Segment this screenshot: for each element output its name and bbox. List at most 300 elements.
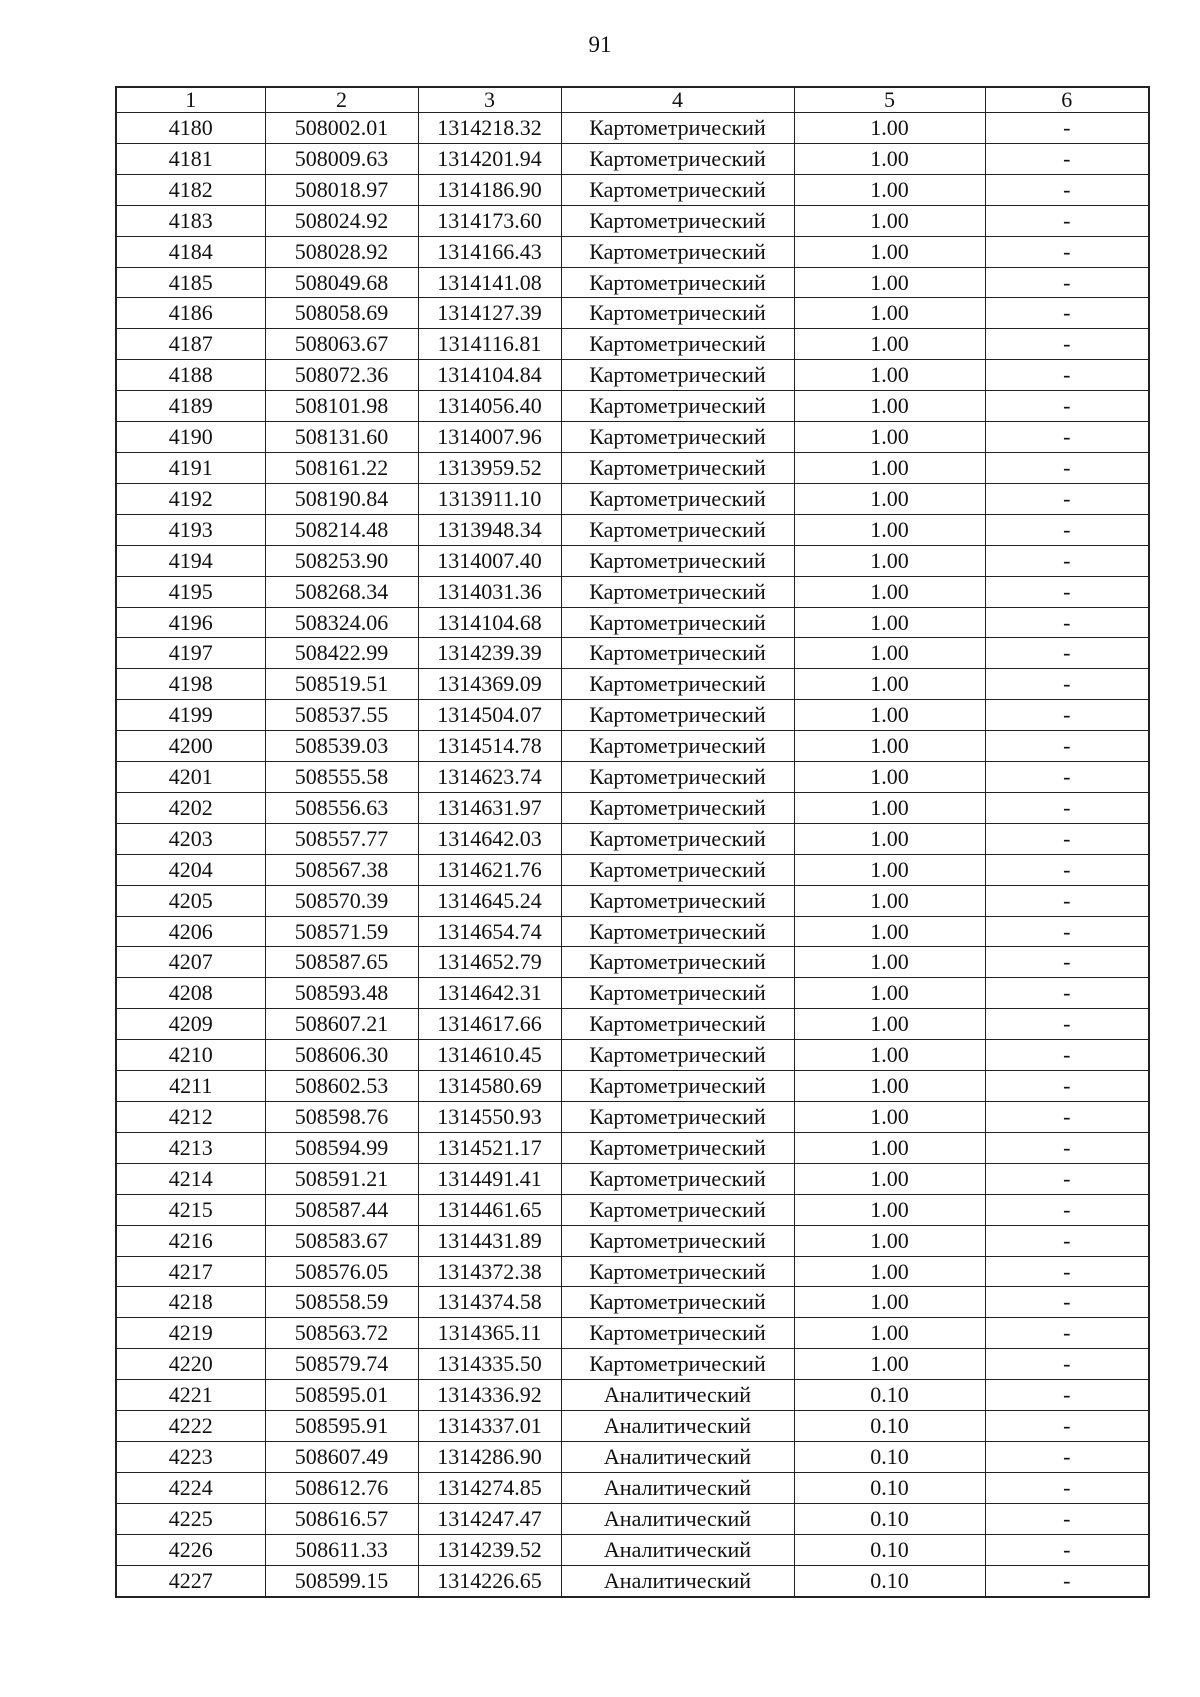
table-row	[116, 391, 1149, 422]
note-cell: -	[985, 545, 1149, 576]
x-coordinate-cell: 508607.49	[265, 1441, 418, 1472]
table-row	[116, 545, 1149, 576]
table-row	[116, 1503, 1149, 1534]
table-row	[116, 452, 1149, 483]
y-coordinate-cell: 1314550.93	[418, 1102, 561, 1133]
point-number-cell: 4216	[116, 1225, 265, 1256]
coordinates-table	[115, 86, 1150, 1598]
method-cell: Картометрический	[561, 174, 794, 205]
point-number-cell: 4180	[116, 113, 265, 144]
point-number-cell: 4215	[116, 1194, 265, 1225]
method-cell: Картометрический	[561, 298, 794, 329]
accuracy-cell: 0.10	[794, 1472, 985, 1503]
note-cell: -	[985, 1318, 1149, 1349]
table-row	[116, 700, 1149, 731]
accuracy-cell: 1.00	[794, 731, 985, 762]
x-coordinate-cell: 508028.92	[265, 236, 418, 267]
x-coordinate-cell: 508598.76	[265, 1102, 418, 1133]
table-row	[116, 1163, 1149, 1194]
point-number-cell: 4211	[116, 1071, 265, 1102]
y-coordinate-cell: 1314116.81	[418, 329, 561, 360]
x-coordinate-cell: 508607.21	[265, 1009, 418, 1040]
note-cell: -	[985, 947, 1149, 978]
point-number-cell: 4208	[116, 978, 265, 1009]
accuracy-cell: 1.00	[794, 329, 985, 360]
note-cell: -	[985, 1472, 1149, 1503]
method-cell: Картометрический	[561, 885, 794, 916]
x-coordinate-cell: 508058.69	[265, 298, 418, 329]
y-coordinate-cell: 1314337.01	[418, 1411, 561, 1442]
table-row	[116, 916, 1149, 947]
note-cell: -	[985, 1503, 1149, 1534]
y-coordinate-cell: 1314623.74	[418, 762, 561, 793]
accuracy-cell: 1.00	[794, 854, 985, 885]
method-cell: Картометрический	[561, 1287, 794, 1318]
x-coordinate-cell: 508583.67	[265, 1225, 418, 1256]
note-cell: -	[985, 205, 1149, 236]
method-cell: Картометрический	[561, 638, 794, 669]
y-coordinate-cell: 1314431.89	[418, 1225, 561, 1256]
method-cell: Аналитический	[561, 1472, 794, 1503]
point-number-cell: 4198	[116, 669, 265, 700]
accuracy-cell: 1.00	[794, 1287, 985, 1318]
note-cell: -	[985, 978, 1149, 1009]
accuracy-cell: 1.00	[794, 1040, 985, 1071]
y-coordinate-cell: 1314186.90	[418, 174, 561, 205]
accuracy-cell: 1.00	[794, 1163, 985, 1194]
y-coordinate-cell: 1313948.34	[418, 514, 561, 545]
y-coordinate-cell: 1314610.45	[418, 1040, 561, 1071]
table-row	[116, 205, 1149, 236]
table-row	[116, 298, 1149, 329]
table-body	[116, 113, 1149, 1597]
note-cell: -	[985, 607, 1149, 638]
note-cell: -	[985, 483, 1149, 514]
table-row	[116, 1040, 1149, 1071]
y-coordinate-cell: 1314239.52	[418, 1534, 561, 1565]
point-number-cell: 4197	[116, 638, 265, 669]
note-cell: -	[985, 391, 1149, 422]
x-coordinate-cell: 508556.63	[265, 792, 418, 823]
table-row	[116, 329, 1149, 360]
method-cell: Картометрический	[561, 1318, 794, 1349]
x-coordinate-cell: 508519.51	[265, 669, 418, 700]
y-coordinate-cell: 1314504.07	[418, 700, 561, 731]
x-coordinate-cell: 508539.03	[265, 731, 418, 762]
note-cell: -	[985, 916, 1149, 947]
point-number-cell: 4182	[116, 174, 265, 205]
note-cell: -	[985, 1565, 1149, 1596]
point-number-cell: 4220	[116, 1349, 265, 1380]
table-row	[116, 1472, 1149, 1503]
accuracy-cell: 1.00	[794, 236, 985, 267]
y-coordinate-cell: 1314056.40	[418, 391, 561, 422]
table-row	[116, 576, 1149, 607]
point-number-cell: 4189	[116, 391, 265, 422]
column-header: 4	[561, 87, 794, 113]
point-number-cell: 4222	[116, 1411, 265, 1442]
y-coordinate-cell: 1314173.60	[418, 205, 561, 236]
table-row	[116, 1132, 1149, 1163]
table-row	[116, 514, 1149, 545]
point-number-cell: 4227	[116, 1565, 265, 1596]
table-row	[116, 360, 1149, 391]
table-row	[116, 422, 1149, 453]
table-row	[116, 669, 1149, 700]
table-row	[116, 236, 1149, 267]
note-cell: -	[985, 1071, 1149, 1102]
point-number-cell: 4203	[116, 823, 265, 854]
accuracy-cell: 1.00	[794, 669, 985, 700]
method-cell: Картометрический	[561, 1071, 794, 1102]
note-cell: -	[985, 1132, 1149, 1163]
method-cell: Картометрический	[561, 1040, 794, 1071]
y-coordinate-cell: 1314372.38	[418, 1256, 561, 1287]
y-coordinate-cell: 1314218.32	[418, 113, 561, 144]
table-row	[116, 1009, 1149, 1040]
x-coordinate-cell: 508131.60	[265, 422, 418, 453]
point-number-cell: 4223	[116, 1441, 265, 1472]
point-number-cell: 4185	[116, 267, 265, 298]
point-number-cell: 4204	[116, 854, 265, 885]
x-coordinate-cell: 508606.30	[265, 1040, 418, 1071]
note-cell: -	[985, 823, 1149, 854]
x-coordinate-cell: 508422.99	[265, 638, 418, 669]
method-cell: Картометрический	[561, 391, 794, 422]
x-coordinate-cell: 508595.01	[265, 1380, 418, 1411]
point-number-cell: 4210	[116, 1040, 265, 1071]
accuracy-cell: 1.00	[794, 483, 985, 514]
x-coordinate-cell: 508253.90	[265, 545, 418, 576]
table-row	[116, 1256, 1149, 1287]
accuracy-cell: 1.00	[794, 762, 985, 793]
x-coordinate-cell: 508049.68	[265, 267, 418, 298]
x-coordinate-cell: 508612.76	[265, 1472, 418, 1503]
note-cell: -	[985, 422, 1149, 453]
table-row	[116, 1380, 1149, 1411]
method-cell: Аналитический	[561, 1380, 794, 1411]
point-number-cell: 4183	[116, 205, 265, 236]
accuracy-cell: 1.00	[794, 360, 985, 391]
point-number-cell: 4184	[116, 236, 265, 267]
accuracy-cell: 1.00	[794, 205, 985, 236]
accuracy-cell: 1.00	[794, 978, 985, 1009]
accuracy-cell: 1.00	[794, 638, 985, 669]
accuracy-cell: 1.00	[794, 576, 985, 607]
point-number-cell: 4192	[116, 483, 265, 514]
y-coordinate-cell: 1314141.08	[418, 267, 561, 298]
x-coordinate-cell: 508591.21	[265, 1163, 418, 1194]
accuracy-cell: 1.00	[794, 267, 985, 298]
y-coordinate-cell: 1314286.90	[418, 1441, 561, 1472]
y-coordinate-cell: 1314621.76	[418, 854, 561, 885]
method-cell: Картометрический	[561, 1009, 794, 1040]
method-cell: Картометрический	[561, 947, 794, 978]
x-coordinate-cell: 508587.44	[265, 1194, 418, 1225]
accuracy-cell: 1.00	[794, 823, 985, 854]
note-cell: -	[985, 700, 1149, 731]
page-number: 91	[588, 32, 612, 57]
note-cell: -	[985, 1441, 1149, 1472]
point-number-cell: 4200	[116, 731, 265, 762]
point-number-cell: 4202	[116, 792, 265, 823]
point-number-cell: 4186	[116, 298, 265, 329]
accuracy-cell: 1.00	[794, 545, 985, 576]
table-row	[116, 1194, 1149, 1225]
table-row	[116, 1411, 1149, 1442]
note-cell: -	[985, 1102, 1149, 1133]
x-coordinate-cell: 508214.48	[265, 514, 418, 545]
method-cell: Картометрический	[561, 267, 794, 298]
x-coordinate-cell: 508563.72	[265, 1318, 418, 1349]
y-coordinate-cell: 1314642.03	[418, 823, 561, 854]
note-cell: -	[985, 854, 1149, 885]
accuracy-cell: 0.10	[794, 1411, 985, 1442]
note-cell: -	[985, 762, 1149, 793]
y-coordinate-cell: 1314652.79	[418, 947, 561, 978]
accuracy-cell: 1.00	[794, 113, 985, 144]
point-number-cell: 4201	[116, 762, 265, 793]
y-coordinate-cell: 1314239.39	[418, 638, 561, 669]
y-coordinate-cell: 1314335.50	[418, 1349, 561, 1380]
y-coordinate-cell: 1314104.84	[418, 360, 561, 391]
accuracy-cell: 1.00	[794, 1194, 985, 1225]
point-number-cell: 4213	[116, 1132, 265, 1163]
x-coordinate-cell: 508595.91	[265, 1411, 418, 1442]
table-row	[116, 854, 1149, 885]
point-number-cell: 4187	[116, 329, 265, 360]
accuracy-cell: 0.10	[794, 1441, 985, 1472]
x-coordinate-cell: 508579.74	[265, 1349, 418, 1380]
column-header: 3	[418, 87, 561, 113]
table-row	[116, 267, 1149, 298]
accuracy-cell: 1.00	[794, 174, 985, 205]
table-row	[116, 607, 1149, 638]
point-number-cell: 4181	[116, 143, 265, 174]
note-cell: -	[985, 113, 1149, 144]
x-coordinate-cell: 508567.38	[265, 854, 418, 885]
table-row	[116, 1287, 1149, 1318]
x-coordinate-cell: 508024.92	[265, 205, 418, 236]
y-coordinate-cell: 1314369.09	[418, 669, 561, 700]
method-cell: Картометрический	[561, 607, 794, 638]
accuracy-cell: 1.00	[794, 391, 985, 422]
method-cell: Картометрический	[561, 113, 794, 144]
table-row	[116, 1349, 1149, 1380]
y-coordinate-cell: 1314461.65	[418, 1194, 561, 1225]
accuracy-cell: 1.00	[794, 1256, 985, 1287]
x-coordinate-cell: 508268.34	[265, 576, 418, 607]
note-cell: -	[985, 638, 1149, 669]
method-cell: Картометрический	[561, 514, 794, 545]
note-cell: -	[985, 267, 1149, 298]
point-number-cell: 4225	[116, 1503, 265, 1534]
note-cell: -	[985, 298, 1149, 329]
method-cell: Картометрический	[561, 854, 794, 885]
table-row	[116, 1534, 1149, 1565]
point-number-cell: 4214	[116, 1163, 265, 1194]
method-cell: Картометрический	[561, 143, 794, 174]
method-cell: Картометрический	[561, 762, 794, 793]
method-cell: Картометрический	[561, 1163, 794, 1194]
note-cell: -	[985, 452, 1149, 483]
y-coordinate-cell: 1314104.68	[418, 607, 561, 638]
table-row	[116, 143, 1149, 174]
method-cell: Аналитический	[561, 1534, 794, 1565]
accuracy-cell: 1.00	[794, 916, 985, 947]
y-coordinate-cell: 1314007.96	[418, 422, 561, 453]
table-row	[116, 174, 1149, 205]
x-coordinate-cell: 508602.53	[265, 1071, 418, 1102]
point-number-cell: 4221	[116, 1380, 265, 1411]
table-row	[116, 638, 1149, 669]
y-coordinate-cell: 1314226.65	[418, 1565, 561, 1596]
table-header	[116, 87, 1149, 113]
table-row	[116, 1071, 1149, 1102]
point-number-cell: 4196	[116, 607, 265, 638]
accuracy-cell: 1.00	[794, 422, 985, 453]
accuracy-cell: 1.00	[794, 298, 985, 329]
y-coordinate-cell: 1314617.66	[418, 1009, 561, 1040]
column-header: 2	[265, 87, 418, 113]
table-row	[116, 978, 1149, 1009]
table-row	[116, 113, 1149, 144]
y-coordinate-cell: 1314336.92	[418, 1380, 561, 1411]
accuracy-cell: 0.10	[794, 1380, 985, 1411]
method-cell: Картометрический	[561, 545, 794, 576]
x-coordinate-cell: 508599.15	[265, 1565, 418, 1596]
x-coordinate-cell: 508555.58	[265, 762, 418, 793]
point-number-cell: 4217	[116, 1256, 265, 1287]
point-number-cell: 4195	[116, 576, 265, 607]
y-coordinate-cell: 1313911.10	[418, 483, 561, 514]
x-coordinate-cell: 508570.39	[265, 885, 418, 916]
method-cell: Картометрический	[561, 669, 794, 700]
x-coordinate-cell: 508101.98	[265, 391, 418, 422]
accuracy-cell: 1.00	[794, 1071, 985, 1102]
point-number-cell: 4199	[116, 700, 265, 731]
accuracy-cell: 1.00	[794, 1225, 985, 1256]
table-row	[116, 885, 1149, 916]
y-coordinate-cell: 1314654.74	[418, 916, 561, 947]
method-cell: Картометрический	[561, 1194, 794, 1225]
method-cell: Картометрический	[561, 700, 794, 731]
accuracy-cell: 1.00	[794, 1102, 985, 1133]
method-cell: Аналитический	[561, 1503, 794, 1534]
header-row	[116, 87, 1149, 113]
accuracy-cell: 1.00	[794, 1009, 985, 1040]
x-coordinate-cell: 508161.22	[265, 452, 418, 483]
y-coordinate-cell: 1313959.52	[418, 452, 561, 483]
table-row	[116, 792, 1149, 823]
y-coordinate-cell: 1314514.78	[418, 731, 561, 762]
note-cell: -	[985, 576, 1149, 607]
method-cell: Картометрический	[561, 1225, 794, 1256]
x-coordinate-cell: 508593.48	[265, 978, 418, 1009]
y-coordinate-cell: 1314642.31	[418, 978, 561, 1009]
point-number-cell: 4205	[116, 885, 265, 916]
point-number-cell: 4194	[116, 545, 265, 576]
table-row	[116, 947, 1149, 978]
table-row	[116, 1441, 1149, 1472]
y-coordinate-cell: 1314201.94	[418, 143, 561, 174]
x-coordinate-cell: 508611.33	[265, 1534, 418, 1565]
table-row	[116, 1318, 1149, 1349]
table-row	[116, 483, 1149, 514]
method-cell: Аналитический	[561, 1441, 794, 1472]
note-cell: -	[985, 1225, 1149, 1256]
note-cell: -	[985, 143, 1149, 174]
method-cell: Картометрический	[561, 823, 794, 854]
accuracy-cell: 1.00	[794, 1132, 985, 1163]
point-number-cell: 4207	[116, 947, 265, 978]
method-cell: Аналитический	[561, 1565, 794, 1596]
method-cell: Картометрический	[561, 731, 794, 762]
accuracy-cell: 1.00	[794, 607, 985, 638]
accuracy-cell: 1.00	[794, 1349, 985, 1380]
method-cell: Картометрический	[561, 1349, 794, 1380]
method-cell: Картометрический	[561, 978, 794, 1009]
note-cell: -	[985, 1256, 1149, 1287]
accuracy-cell: 0.10	[794, 1503, 985, 1534]
point-number-cell: 4193	[116, 514, 265, 545]
method-cell: Картометрический	[561, 1102, 794, 1133]
note-cell: -	[985, 1411, 1149, 1442]
x-coordinate-cell: 508072.36	[265, 360, 418, 391]
column-header: 5	[794, 87, 985, 113]
column-header: 1	[116, 87, 265, 113]
x-coordinate-cell: 508616.57	[265, 1503, 418, 1534]
table-row	[116, 1102, 1149, 1133]
accuracy-cell: 1.00	[794, 885, 985, 916]
table-row	[116, 731, 1149, 762]
point-number-cell: 4190	[116, 422, 265, 453]
accuracy-cell: 1.00	[794, 514, 985, 545]
point-number-cell: 4212	[116, 1102, 265, 1133]
method-cell: Картометрический	[561, 576, 794, 607]
method-cell: Аналитический	[561, 1411, 794, 1442]
x-coordinate-cell: 508324.06	[265, 607, 418, 638]
note-cell: -	[985, 514, 1149, 545]
accuracy-cell: 1.00	[794, 700, 985, 731]
note-cell: -	[985, 1349, 1149, 1380]
table-row	[116, 1225, 1149, 1256]
y-coordinate-cell: 1314580.69	[418, 1071, 561, 1102]
note-cell: -	[985, 1287, 1149, 1318]
y-coordinate-cell: 1314127.39	[418, 298, 561, 329]
x-coordinate-cell: 508587.65	[265, 947, 418, 978]
y-coordinate-cell: 1314645.24	[418, 885, 561, 916]
note-cell: -	[985, 1163, 1149, 1194]
note-cell: -	[985, 1194, 1149, 1225]
note-cell: -	[985, 1009, 1149, 1040]
x-coordinate-cell: 508571.59	[265, 916, 418, 947]
table-row	[116, 1565, 1149, 1596]
x-coordinate-cell: 508576.05	[265, 1256, 418, 1287]
note-cell: -	[985, 792, 1149, 823]
method-cell: Картометрический	[561, 236, 794, 267]
x-coordinate-cell: 508190.84	[265, 483, 418, 514]
accuracy-cell: 1.00	[794, 792, 985, 823]
point-number-cell: 4191	[116, 452, 265, 483]
y-coordinate-cell: 1314007.40	[418, 545, 561, 576]
x-coordinate-cell: 508557.77	[265, 823, 418, 854]
accuracy-cell: 1.00	[794, 143, 985, 174]
method-cell: Картометрический	[561, 329, 794, 360]
method-cell: Картометрический	[561, 422, 794, 453]
method-cell: Картометрический	[561, 205, 794, 236]
point-number-cell: 4219	[116, 1318, 265, 1349]
